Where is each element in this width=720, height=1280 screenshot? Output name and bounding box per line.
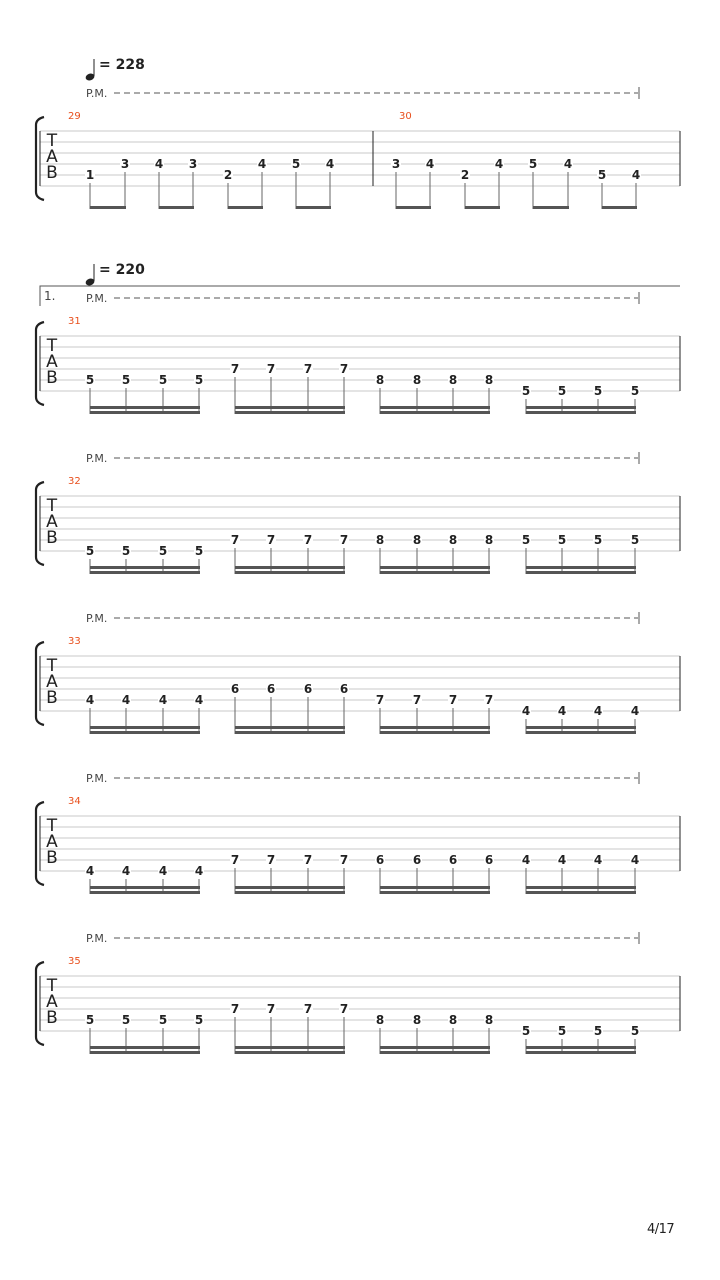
beam (235, 726, 345, 729)
fret-number: 5 (593, 533, 603, 547)
fret-number: 5 (85, 544, 95, 558)
fret-number: 8 (375, 1013, 385, 1027)
fret-number: 5 (593, 384, 603, 398)
fret-number: 6 (339, 682, 349, 696)
tab-system-3 (36, 452, 680, 574)
fret-number: 4 (121, 864, 131, 878)
fret-number: 7 (339, 362, 349, 376)
beam (380, 1046, 490, 1049)
tab-clef-letter: T (46, 496, 58, 516)
fret-number: 5 (291, 157, 301, 171)
beam (526, 891, 636, 894)
beam (235, 1046, 345, 1049)
fret-number: 7 (339, 853, 349, 867)
beam (380, 886, 490, 889)
tab-system-6 (36, 932, 680, 1054)
fret-number: 4 (154, 157, 164, 171)
fret-number: 5 (557, 533, 567, 547)
beam (526, 1046, 636, 1049)
fret-number: 3 (120, 157, 130, 171)
beam (526, 731, 636, 734)
measure-number: 33 (68, 636, 81, 647)
beam (90, 1051, 200, 1054)
fret-number: 7 (303, 362, 313, 376)
tab-clef-letter: A (46, 147, 58, 167)
fret-number: 4 (631, 168, 641, 182)
fret-number: 7 (375, 693, 385, 707)
beam (90, 886, 200, 889)
volta-bracket (40, 286, 680, 306)
fret-number: 8 (412, 1013, 422, 1027)
beam (602, 206, 637, 209)
fret-number: 4 (593, 704, 603, 718)
tempo-value: = 220 (99, 262, 145, 278)
fret-number: 1 (85, 168, 95, 182)
beam (380, 891, 490, 894)
fret-number: 7 (266, 362, 276, 376)
beam (90, 566, 200, 569)
beam (90, 731, 200, 734)
fret-number: 4 (630, 704, 640, 718)
fret-number: 6 (375, 853, 385, 867)
measure-32 (68, 476, 640, 574)
fret-number: 8 (448, 373, 458, 387)
fret-number: 4 (593, 853, 603, 867)
tab-clef-letter: B (46, 368, 58, 388)
measure-29 (68, 111, 335, 209)
measure-35 (68, 956, 640, 1054)
fret-number: 8 (448, 533, 458, 547)
fret-number: 5 (121, 1013, 131, 1027)
beam (90, 891, 200, 894)
fret-number: 4 (158, 864, 168, 878)
beam (235, 731, 345, 734)
tempo-marking (85, 262, 145, 287)
fret-number: 4 (85, 864, 95, 878)
fret-number: 5 (158, 544, 168, 558)
beam (526, 571, 636, 574)
fret-number: 6 (484, 853, 494, 867)
beam (396, 206, 431, 209)
fret-number: 7 (266, 853, 276, 867)
measure-31 (68, 316, 640, 414)
fret-number: 8 (484, 373, 494, 387)
beam (90, 411, 200, 414)
fret-number: 7 (339, 1002, 349, 1016)
tab-clef-letter: A (46, 672, 58, 692)
fret-number: 8 (412, 533, 422, 547)
fret-number: 5 (630, 533, 640, 547)
fret-number: 5 (557, 1024, 567, 1038)
fret-number: 5 (194, 1013, 204, 1027)
fret-number: 7 (303, 533, 313, 547)
fret-number: 5 (158, 373, 168, 387)
measure-number: 31 (68, 316, 81, 327)
fret-number: 7 (266, 533, 276, 547)
tab-system-2 (36, 262, 680, 414)
fret-number: 4 (521, 704, 531, 718)
measure-number: 34 (68, 796, 81, 807)
beam (235, 566, 345, 569)
beam (90, 1046, 200, 1049)
fret-number: 5 (593, 1024, 603, 1038)
fret-number: 6 (448, 853, 458, 867)
beam (380, 406, 490, 409)
fret-number: 5 (194, 373, 204, 387)
fret-number: 4 (425, 157, 435, 171)
fret-number: 7 (412, 693, 422, 707)
beam (380, 731, 490, 734)
tab-clef-letter: T (46, 976, 58, 996)
fret-number: 5 (521, 533, 531, 547)
measure-34 (68, 796, 640, 894)
beam (90, 571, 200, 574)
beam (526, 726, 636, 729)
palm-mute (86, 292, 639, 305)
palm-mute-label: P.M. (86, 772, 108, 785)
fret-number: 6 (412, 853, 422, 867)
measure-33 (68, 636, 640, 734)
tab-clef-letter: A (46, 832, 58, 852)
tab-clef-letter: T (46, 131, 58, 151)
fret-number: 4 (563, 157, 573, 171)
fret-number: 5 (630, 384, 640, 398)
fret-number: 7 (230, 1002, 240, 1016)
beam (235, 1051, 345, 1054)
beam (526, 566, 636, 569)
fret-number: 2 (460, 168, 470, 182)
palm-mute-label: P.M. (86, 292, 108, 305)
tab-clef-letter: B (46, 848, 58, 868)
fret-number: 8 (375, 373, 385, 387)
fret-number: 7 (230, 853, 240, 867)
fret-number: 6 (266, 682, 276, 696)
measure-number: 30 (399, 111, 412, 122)
fret-number: 4 (257, 157, 267, 171)
page-number: 4/17 (647, 1222, 675, 1237)
beam (380, 726, 490, 729)
fret-number: 5 (85, 1013, 95, 1027)
tab-system-5 (36, 772, 680, 894)
tab-system-1 (36, 57, 680, 209)
volta-label: 1. (44, 289, 56, 303)
fret-number: 7 (484, 693, 494, 707)
beam (235, 571, 345, 574)
fret-number: 6 (230, 682, 240, 696)
fret-number: 6 (303, 682, 313, 696)
fret-number: 5 (521, 1024, 531, 1038)
beam (228, 206, 263, 209)
beam (235, 886, 345, 889)
beam (380, 1051, 490, 1054)
fret-number: 3 (188, 157, 198, 171)
tempo-value: = 228 (99, 57, 145, 73)
palm-mute (86, 772, 639, 785)
tab-clef-letter: A (46, 352, 58, 372)
beam (296, 206, 331, 209)
fret-number: 5 (528, 157, 538, 171)
fret-number: 8 (484, 1013, 494, 1027)
measure-30 (373, 111, 641, 209)
fret-number: 8 (412, 373, 422, 387)
fret-number: 8 (375, 533, 385, 547)
fret-number: 5 (85, 373, 95, 387)
fret-number: 4 (630, 853, 640, 867)
tempo-marking (85, 57, 145, 82)
fret-number: 2 (223, 168, 233, 182)
fret-number: 8 (484, 533, 494, 547)
fret-number: 4 (557, 704, 567, 718)
fret-number: 5 (557, 384, 567, 398)
tab-clef-letter: B (46, 528, 58, 548)
beam (90, 726, 200, 729)
beam (380, 411, 490, 414)
beam (526, 411, 636, 414)
fret-number: 4 (121, 693, 131, 707)
beam (380, 571, 490, 574)
fret-number: 7 (448, 693, 458, 707)
beam (235, 411, 345, 414)
measure-number: 35 (68, 956, 81, 967)
palm-mute (86, 612, 639, 625)
fret-number: 4 (325, 157, 335, 171)
fret-number: 7 (303, 1002, 313, 1016)
measure-number: 29 (68, 111, 81, 122)
fret-number: 5 (597, 168, 607, 182)
tab-clef-letter: A (46, 512, 58, 532)
beam (235, 891, 345, 894)
fret-number: 5 (121, 544, 131, 558)
beam (526, 886, 636, 889)
fret-number: 4 (494, 157, 504, 171)
tab-clef-letter: T (46, 336, 58, 356)
tab-clef-letter: B (46, 1008, 58, 1028)
fret-number: 7 (230, 533, 240, 547)
fret-number: 7 (339, 533, 349, 547)
fret-number: 7 (230, 362, 240, 376)
fret-number: 5 (630, 1024, 640, 1038)
fret-number: 4 (158, 693, 168, 707)
fret-number: 4 (194, 864, 204, 878)
beam (380, 566, 490, 569)
fret-number: 5 (521, 384, 531, 398)
beam (235, 406, 345, 409)
beam (159, 206, 194, 209)
fret-number: 3 (391, 157, 401, 171)
palm-mute (86, 87, 639, 100)
palm-mute (86, 452, 639, 465)
tab-clef-letter: A (46, 992, 58, 1012)
beam (533, 206, 569, 209)
fret-number: 4 (85, 693, 95, 707)
fret-number: 4 (521, 853, 531, 867)
beam (90, 406, 200, 409)
fret-number: 5 (158, 1013, 168, 1027)
palm-mute-label: P.M. (86, 612, 108, 625)
fret-number: 7 (303, 853, 313, 867)
fret-number: 8 (448, 1013, 458, 1027)
beam (90, 206, 126, 209)
palm-mute (86, 932, 639, 945)
measure-number: 32 (68, 476, 81, 487)
fret-number: 5 (194, 544, 204, 558)
beam (465, 206, 500, 209)
fret-number: 5 (121, 373, 131, 387)
beam (526, 1051, 636, 1054)
beam (526, 406, 636, 409)
fret-number: 7 (266, 1002, 276, 1016)
palm-mute-label: P.M. (86, 932, 108, 945)
tab-clef-letter: B (46, 688, 58, 708)
tab-system-4 (36, 612, 680, 734)
tab-clef-letter: T (46, 656, 58, 676)
palm-mute-label: P.M. (86, 452, 108, 465)
fret-number: 4 (557, 853, 567, 867)
fret-number: 4 (194, 693, 204, 707)
tab-clef-letter: T (46, 816, 58, 836)
palm-mute-label: P.M. (86, 87, 108, 100)
tab-clef-letter: B (46, 163, 58, 183)
